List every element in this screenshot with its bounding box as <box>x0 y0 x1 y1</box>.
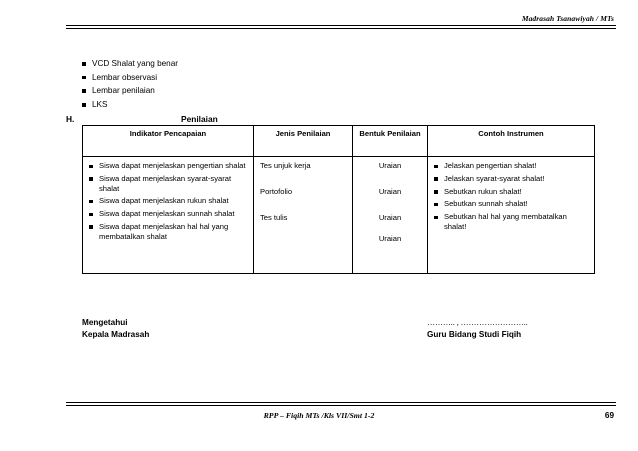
footer-title: RPP – Fiqih MTs /Kls VII/Smt 1-2 <box>263 411 375 420</box>
table-header-row <box>83 126 595 157</box>
footer-rule-thin <box>66 405 616 406</box>
indikator-item: Siswa dapat menjelaskan hal hal yang membatalkan shalat <box>89 222 249 242</box>
contoh-item: Sebutkan sunnah shalat! <box>434 199 590 209</box>
indikator-item: Siswa dapat menjelaskan sunnah shalat <box>89 209 249 219</box>
assessment-table <box>82 125 595 274</box>
header-indikator: Indikator Pencapaian <box>83 126 254 157</box>
list-item: Lembar observasi <box>82 71 178 85</box>
footer-rule <box>66 402 616 403</box>
header-jenis: Jenis Penilaian <box>254 126 353 157</box>
table-row <box>83 157 595 274</box>
bentuk-item: Uraian <box>378 186 402 196</box>
header-bentuk: Bentuk Penilaian <box>353 126 428 157</box>
bentuk-item: Uraian <box>378 161 402 170</box>
signature-left-line2: Kepala Madrasah <box>82 329 150 339</box>
indikator-item: Siswa dapat menjelaskan syarat-syarat shalat <box>89 174 249 194</box>
jenis-item: Tes unjuk kerja <box>260 161 311 170</box>
header-contoh: Contoh Instrumen <box>428 126 595 157</box>
bentuk-item: Uraian <box>378 212 402 222</box>
jenis-item: Portofolio <box>260 186 293 196</box>
list-item: VCD Shalat yang benar <box>82 57 178 71</box>
contoh-item: Sebutkan hal hal yang membatalkan shalat! <box>434 212 590 232</box>
running-header: Madrasah Tsanawiyah / MTs <box>521 14 614 23</box>
contoh-item: Sebutkan rukun shalat! <box>434 187 590 197</box>
indikator-item: Siswa dapat menjelaskan pengertian shalat <box>89 161 249 171</box>
jenis-item: Tes tulis <box>260 212 288 222</box>
signature-right <box>427 317 528 340</box>
header-rule-thin <box>66 28 616 29</box>
indikator-item: Siswa dapat menjelaskan rukun shalat <box>89 196 249 206</box>
signature-right-line2: Guru Bidang Studi Fiqih <box>427 329 522 339</box>
cell-bentuk <box>353 157 428 274</box>
header-rule <box>66 25 616 26</box>
section-letter: H. <box>66 114 75 124</box>
cell-contoh <box>428 157 595 274</box>
list-item: Lembar penilaian <box>82 84 178 98</box>
contoh-item: Jelaskan pengertian shalat! <box>434 161 590 171</box>
signature-left-line1: Mengetahui <box>82 318 128 327</box>
signature-place-date: ……….. , …………………….. <box>427 318 528 327</box>
page-number: 69 <box>604 411 614 420</box>
section-title: Penilaian <box>181 114 218 124</box>
contoh-item: Jelaskan syarat-syarat shalat! <box>434 174 590 184</box>
signature-left <box>82 317 149 340</box>
list-item: LKS <box>82 98 178 112</box>
bentuk-item: Uraian <box>378 234 402 244</box>
cell-indikator <box>83 157 254 274</box>
materials-list <box>82 57 178 112</box>
cell-jenis <box>254 157 353 274</box>
